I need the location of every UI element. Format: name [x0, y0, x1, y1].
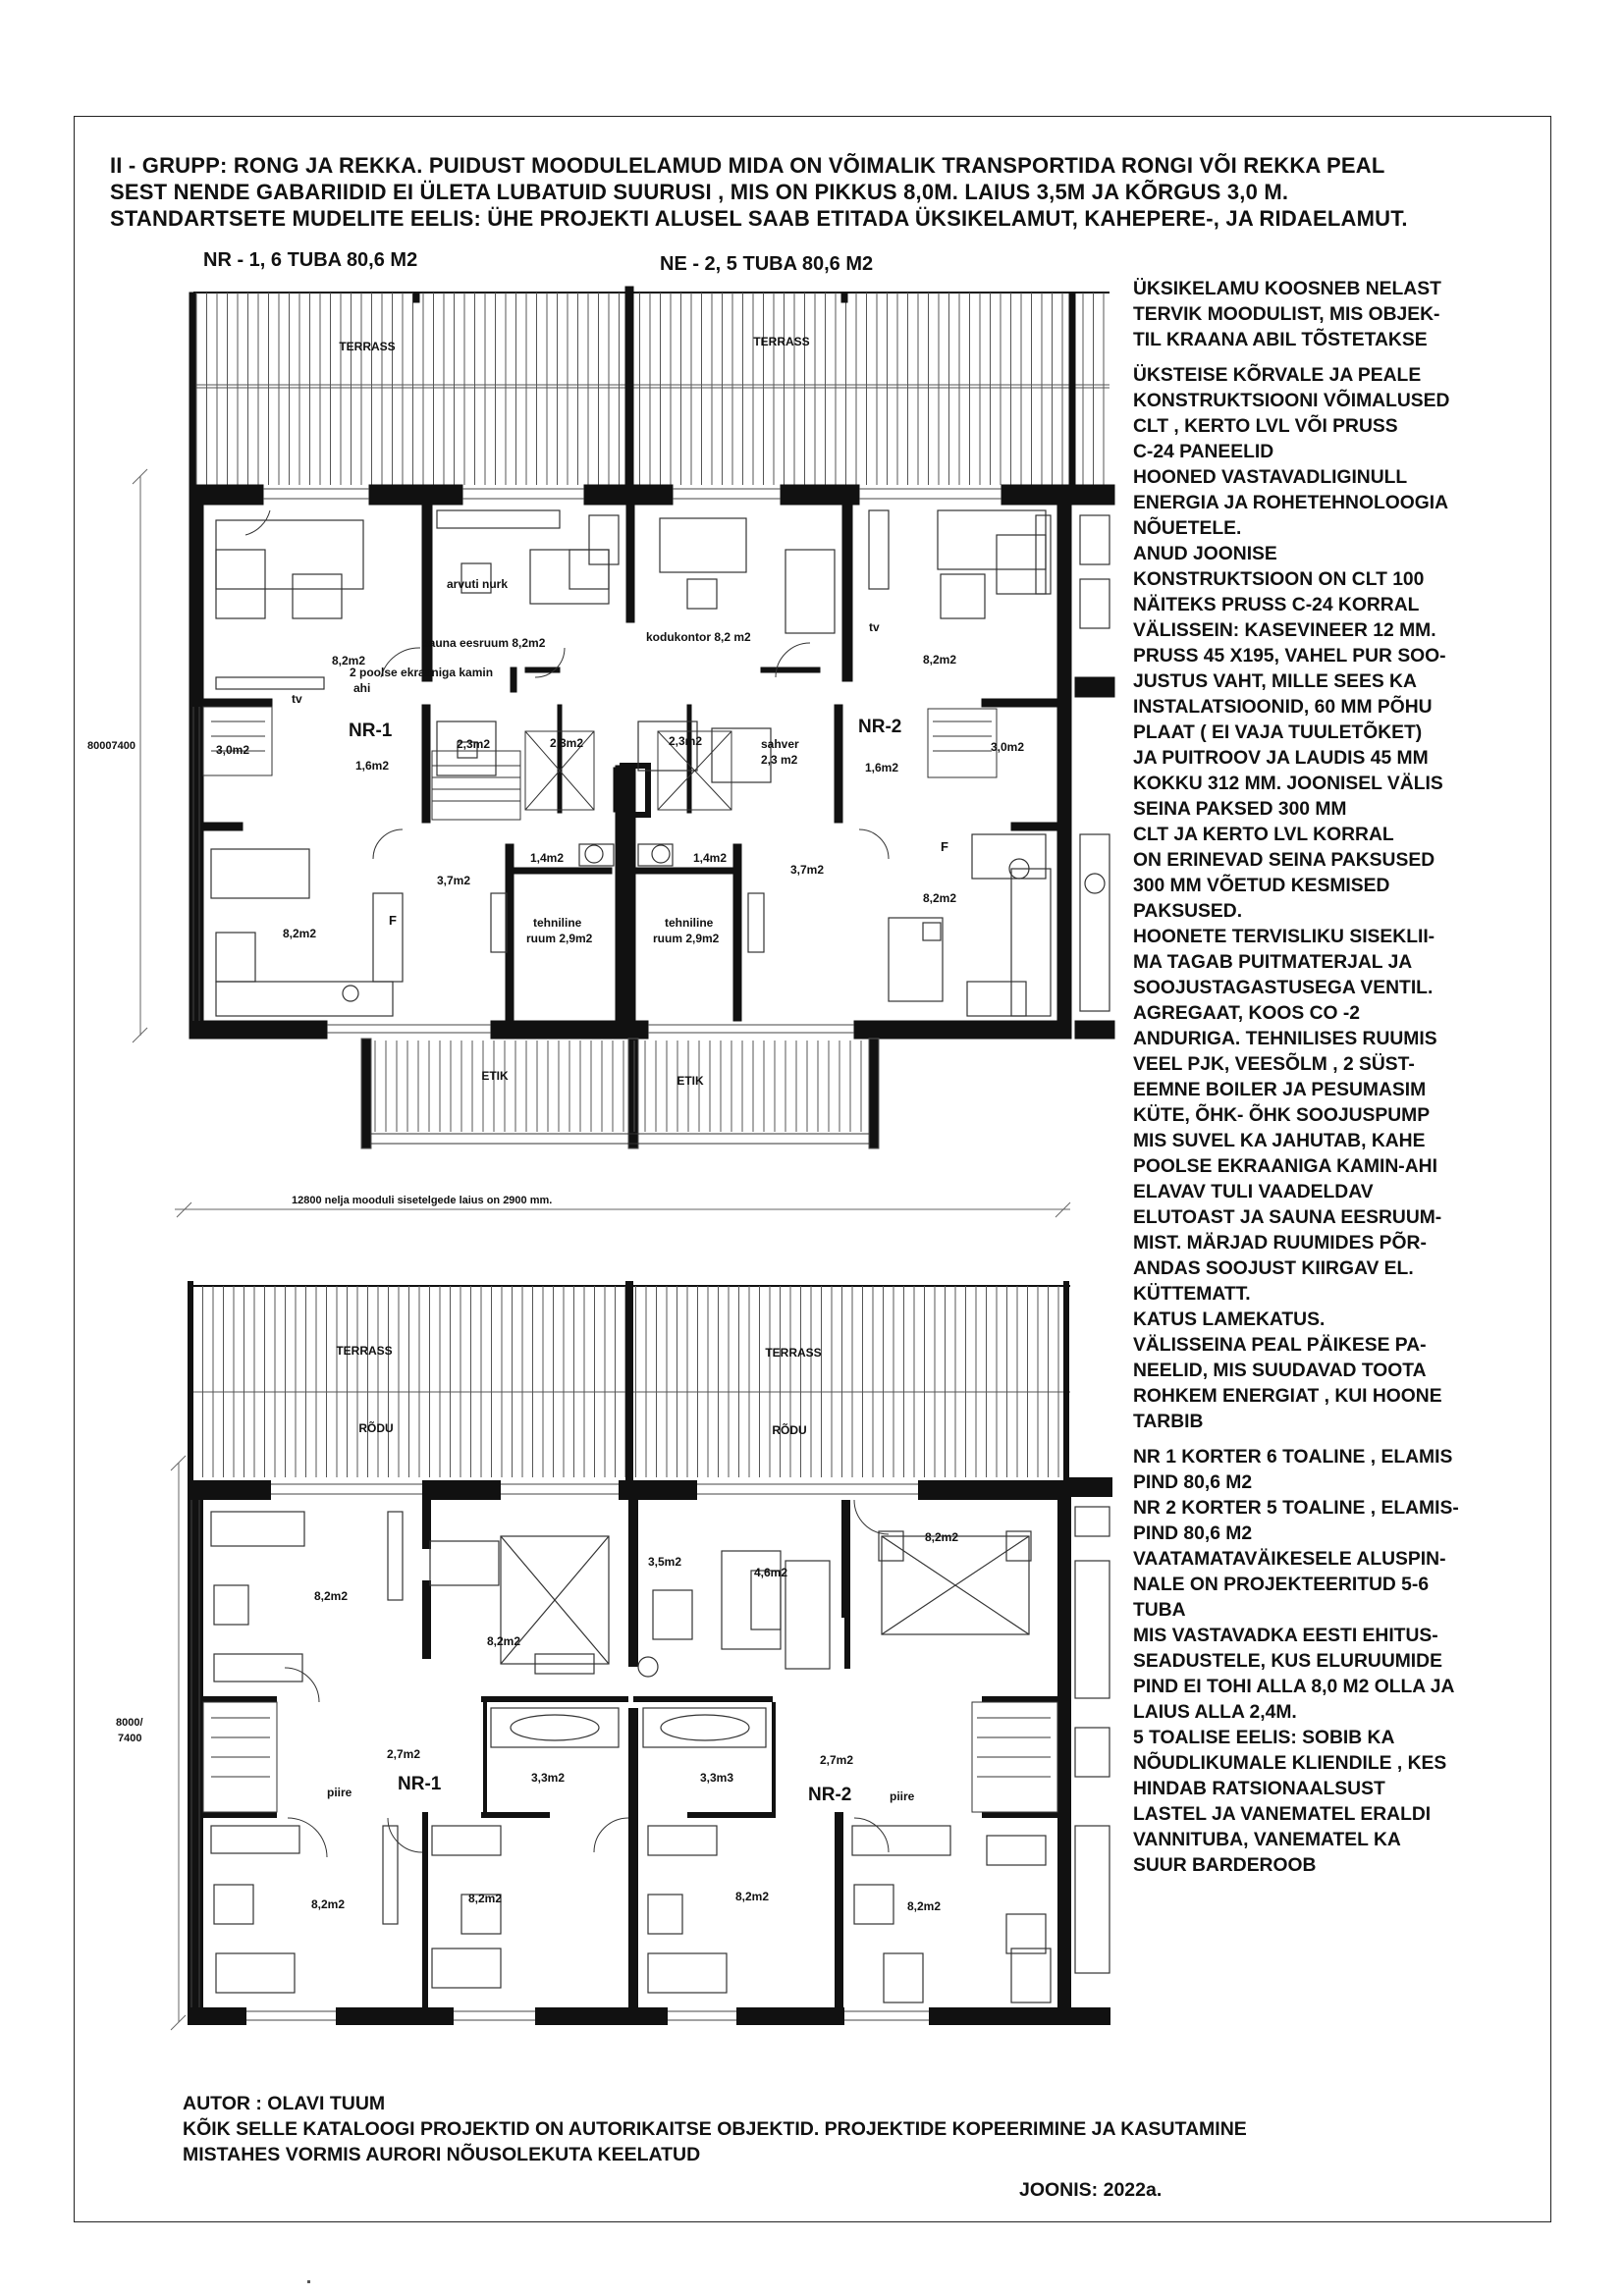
- description-panel: [1133, 277, 1545, 1879]
- room-tech-nr1-b: ruum 2,9m2: [526, 932, 593, 945]
- desc-line: ÜKSTEISE KÕRVALE JA PEALE: [1133, 365, 1422, 386]
- upper-height-dimension-1: 8000/: [116, 1717, 143, 1729]
- room-hall-upper-nr1: 2,7m2: [387, 1747, 421, 1761]
- desc-line: KONSTRUKTSIOONI VÕIMALUSED: [1133, 391, 1450, 411]
- desc-line: ANDURIGA. TEHNILISES RUUMIS: [1133, 1029, 1437, 1049]
- desc-line: ANDAS SOOJUST KIIRGAV EL.: [1133, 1258, 1414, 1279]
- upper-furniture: [211, 1507, 1110, 2002]
- desc-line: 5 TOALISE EELIS: SOBIB KA: [1133, 1728, 1395, 1748]
- desc-line: HINDAB RATSIONAALSUST: [1133, 1779, 1385, 1799]
- plan-title-nr2: NE - 2, 5 TUBA 80,6 M2: [660, 253, 874, 275]
- room-kitchen-nr1: 8,2m2: [283, 927, 317, 940]
- upper-dimensions: [171, 1456, 186, 2030]
- desc-line: SEINA PAKSED 300 MM: [1133, 799, 1347, 820]
- label-fridge-nr1: F: [389, 913, 397, 928]
- ground-width-dimension: 12800 nelja mooduli sisetelgede laius on 2900 mm.: [292, 1195, 553, 1206]
- desc-line: ANUD JOONISE: [1133, 544, 1277, 564]
- label-fireplace-1: 2 poolse ekraaniga kamin: [350, 666, 494, 679]
- room-sauna-anteroom: sauna eesruum 8,2m2: [422, 636, 546, 650]
- desc-line: HOONED VASTAVADLIGINULL: [1133, 467, 1408, 488]
- porch-label-nr1: ETIK: [481, 1069, 509, 1083]
- room-wardrobe: 4,6m2: [754, 1566, 788, 1579]
- room-bed-nw: 8,2m2: [314, 1589, 349, 1603]
- ground-floor-plan: [0, 0, 1129, 1237]
- desc-line: SEADUSTELE, KUS ELURUUMIDE: [1133, 1651, 1442, 1672]
- desc-line: PRUSS 45 X195, VAHEL PUR SOO-: [1133, 646, 1446, 667]
- desc-line: CLT JA KERTO LVL KORRAL: [1133, 825, 1394, 845]
- desc-line: 300 MM VÕETUD KESMISED: [1133, 876, 1390, 896]
- desc-line: CLT , KERTO LVL VÕI PRUSS: [1133, 416, 1398, 437]
- desc-line: NÄITEKS PRUSS C-24 KORRAL: [1133, 595, 1420, 615]
- label-tv-nr1: tv: [292, 692, 302, 706]
- desc-line: VÄLISSEINA PEAL PÄIKESE PA-: [1133, 1335, 1427, 1356]
- desc-line: NÕUETELE.: [1133, 518, 1242, 539]
- room-hall-nr2: 1,6m2: [865, 761, 899, 774]
- desc-line: NR 1 KORTER 6 TOALINE , ELAMIS: [1133, 1447, 1453, 1468]
- unit-label-nr1-upper: NR-1: [398, 1774, 442, 1794]
- desc-line: ELAVAV TULI VAADELDAV: [1133, 1182, 1374, 1202]
- desc-line: PLAAT ( EI VAJA TUULETÕKET): [1133, 722, 1423, 743]
- room-corridor-nr1: 3,7m2: [437, 874, 471, 887]
- balcony-label-nr2: RÕDU: [772, 1423, 807, 1437]
- desc-line: C-24 PANEELID: [1133, 442, 1274, 462]
- room-bed-ne: 8,2m2: [925, 1530, 959, 1544]
- room-bed-sw: 8,2m2: [311, 1897, 346, 1911]
- room-kitchen-nr2: 8,2m2: [923, 891, 957, 905]
- upper-height-dimension-2: 7400: [118, 1733, 142, 1744]
- desc-line: KOKKU 312 MM. JOONISEL VÄLIS: [1133, 774, 1443, 794]
- terrace-label-nr1: TERRASS: [339, 340, 396, 353]
- unit-label-nr2-upper: NR-2: [808, 1785, 852, 1805]
- desc-line: LAIUS ALLA 2,4M.: [1133, 1702, 1297, 1723]
- porch-label-nr2: ETIK: [677, 1074, 704, 1088]
- desc-line: AGREGAAT, KOOS CO -2: [1133, 1003, 1361, 1024]
- room-bed-sse: 8,2m2: [735, 1890, 770, 1903]
- upper-floor-plan: [0, 1237, 1129, 2061]
- room-office: kodukontor 8,2 m2: [646, 630, 751, 644]
- header-line-2: SEST NENDE GABARIIDID EI ÜLETA LUBATUID SUURUSI , MIS ON PIKKUS 8,0M. LAIUS 3,5M JA KÕRGUS 3,0 M.: [110, 180, 1289, 204]
- terrace-label-nr2: TERRASS: [753, 335, 810, 348]
- desc-line: TUBA: [1133, 1600, 1186, 1621]
- terrace-label-upper-nr2: TERRASS: [765, 1346, 822, 1360]
- desc-line: MIS SUVEL KA JAHUTAB, KAHE: [1133, 1131, 1426, 1151]
- room-living-nr2: 8,2m2: [923, 653, 957, 667]
- drawing-date: JOONIS: 2022a.: [1019, 2179, 1163, 2201]
- room-wash-nr2: 2,3m2: [669, 734, 703, 748]
- desc-line: PAKSUSED.: [1133, 901, 1243, 922]
- room-computer-corner: arvuti nurk: [447, 577, 509, 591]
- desc-line: TERVIK MOODULIST, MIS OBJEK-: [1133, 304, 1440, 325]
- room-living-nr1: 8,2m2: [332, 654, 366, 667]
- room-bath-small: 3,5m2: [648, 1555, 682, 1569]
- desc-line: ROHKEM ENERGIAT , KUI HOONE: [1133, 1386, 1442, 1407]
- room-stair-nr2: 3,0m2: [991, 740, 1025, 754]
- desc-line: MIST. MÄRJAD RUUMIDES PÕR-: [1133, 1233, 1427, 1254]
- desc-line: KONSTRUKTSIOON ON CLT 100: [1133, 569, 1425, 590]
- ground-stairs: [203, 510, 997, 859]
- room-wc-nr1: 1,4m2: [530, 851, 565, 865]
- desc-line: TIL KRAANA ABIL TÕSTETAKSE: [1133, 330, 1428, 350]
- label-fireplace-2: ahi: [353, 681, 371, 695]
- terrace-label-upper-nr1: TERRASS: [336, 1344, 393, 1358]
- room-sauna-nr1: 2,3m2: [457, 737, 491, 751]
- desc-line: NÕUDLIKUMALE KLIENDILE , KES: [1133, 1753, 1447, 1774]
- room-bed-nnw: 8,2m2: [487, 1634, 521, 1648]
- desc-line: PIND 80,6 M2: [1133, 1523, 1253, 1544]
- label-railing-nr1: piire: [327, 1786, 352, 1799]
- room-tech-nr2-b: ruum 2,9m2: [653, 932, 720, 945]
- room-pantry: sahver: [761, 737, 799, 751]
- room-tech-nr2-a: tehniline: [665, 916, 714, 930]
- desc-line: SOOJUSTAGASTUSEGA VENTIL.: [1133, 978, 1434, 998]
- footer-copyright-1: KÕIK SELLE KATALOOGI PROJEKTID ON AUTORIKAITSE OBJEKTID. PROJEKTIDE KOPEERIMINE JA KASUTAMINE: [183, 2118, 1247, 2140]
- terrace-deck-ground: [193, 293, 1110, 485]
- room-wash-nr1: 2,3m2: [550, 736, 584, 750]
- desc-line: SUUR BARDEROOB: [1133, 1855, 1317, 1876]
- desc-line: VAATAMATAVÄIKESELE ALUSPIN-: [1133, 1549, 1446, 1570]
- room-bath-nr2: 3,3m3: [700, 1771, 734, 1785]
- header-line-1: II - GRUPP: RONG JA REKKA. PUIDUST MOODULELAMUD MIDA ON VÕIMALIK TRANSPORTIDA RONGI VÕI REKKA PEAL: [110, 153, 1385, 178]
- desc-line: ELUTOAST JA SAUNA EESRUUM-: [1133, 1207, 1442, 1228]
- desc-line: TARBIB: [1133, 1412, 1204, 1432]
- desc-line: ON ERINEVAD SEINA PAKSUSED: [1133, 850, 1435, 871]
- desc-line: ENERGIA JA ROHETEHNOLOOGIA: [1133, 493, 1449, 513]
- desc-line: LASTEL JA VANEMATEL ERALDI: [1133, 1804, 1432, 1825]
- footer-copyright-2: MISTAHES VORMIS AURORI NÕUSOLEKUTA KEELATUD: [183, 2144, 701, 2165]
- header-line-3: STANDARTSETE MUDELITE EELIS: ÜHE PROJEKTI ALUSEL SAAB ETITADA ÜKSIKELAMUT, KAHEPERE-, JA RIDAELAMUT.: [110, 206, 1408, 231]
- balcony-label-nr1: RÕDU: [358, 1421, 394, 1435]
- room-hall-upper-nr2: 2,7m2: [820, 1753, 854, 1767]
- desc-line: KATUS LAMEKATUS.: [1133, 1309, 1326, 1330]
- room-stair-nr1: 3,0m2: [216, 743, 250, 757]
- desc-line: HOONETE TERVISLIKU SISEKLII-: [1133, 927, 1435, 947]
- desc-line: KÜTE, ÕHK- ÕHK SOOJUSPUMP: [1133, 1105, 1431, 1126]
- desc-line: PIND 80,6 M2: [1133, 1472, 1253, 1493]
- desc-line: ÜKSIKELAMU KOOSNEB NELAST: [1133, 279, 1441, 299]
- unit-label-nr2-ground: NR-2: [858, 717, 902, 737]
- desc-line: NALE ON PROJEKTEERITUD 5-6: [1133, 1575, 1430, 1595]
- desc-line: EEMNE BOILER JA PESUMASIM: [1133, 1080, 1427, 1100]
- room-bath-nr1: 3,3m2: [531, 1771, 566, 1785]
- room-hall-nr1: 1,6m2: [355, 759, 390, 773]
- label-fridge-nr2: F: [941, 839, 948, 854]
- footer-author: AUTOR : OLAVI TUUM: [183, 2093, 386, 2114]
- ground-height-dimension: 80007400: [87, 740, 135, 752]
- room-corridor-nr2: 3,7m2: [790, 863, 825, 877]
- label-tv-nr2: tv: [869, 620, 880, 634]
- desc-line: PIND EI TOHI ALLA 8,0 M2 OLLA JA: [1133, 1677, 1455, 1697]
- desc-line: VEEL PJK, VEESÕLM , 2 SÜST-: [1133, 1054, 1415, 1075]
- desc-line: JUSTUS VAHT, MILLE SEES KA: [1133, 671, 1417, 692]
- desc-line: JA PUITROOV JA LAUDIS 45 MM: [1133, 748, 1429, 769]
- desc-line: POOLSE EKRAANIGA KAMIN-AHI: [1133, 1156, 1437, 1177]
- room-bed-se: 8,2m2: [907, 1899, 942, 1913]
- desc-line: VÄLISSEIN: KASEVINEER 12 MM.: [1133, 620, 1436, 641]
- room-wc-nr2: 1,4m2: [693, 851, 728, 865]
- room-tech-nr1-a: tehniline: [533, 916, 582, 930]
- label-railing-nr2: piire: [890, 1789, 915, 1803]
- room-bed-ssw: 8,2m2: [468, 1892, 503, 1905]
- unit-label-nr1-ground: NR-1: [349, 721, 393, 741]
- desc-line: MIS VASTAVADKA EESTI EHITUS-: [1133, 1626, 1438, 1646]
- room-pantry-area: 2,3 m2: [761, 753, 798, 767]
- porch-ground: [361, 1039, 879, 1148]
- desc-line: VANNITUBA, VANEMATEL KA: [1133, 1830, 1401, 1850]
- desc-line: KÜTTEMATT.: [1133, 1284, 1251, 1305]
- desc-line: INSTALATSIOONID, 60 MM PÕHU: [1133, 697, 1433, 718]
- desc-line: NEELID, MIS SUUDAVAD TOOTA: [1133, 1361, 1427, 1381]
- ground-walls: [189, 287, 1114, 1039]
- footer-text: [183, 2091, 1247, 2167]
- stray-dot: [307, 2280, 310, 2283]
- desc-line: MA TAGAB PUITMATERJAL JA: [1133, 952, 1413, 973]
- plan-title-nr1: NR - 1, 6 TUBA 80,6 M2: [203, 249, 418, 271]
- desc-line: NR 2 KORTER 5 TOALINE , ELAMIS-: [1133, 1498, 1459, 1519]
